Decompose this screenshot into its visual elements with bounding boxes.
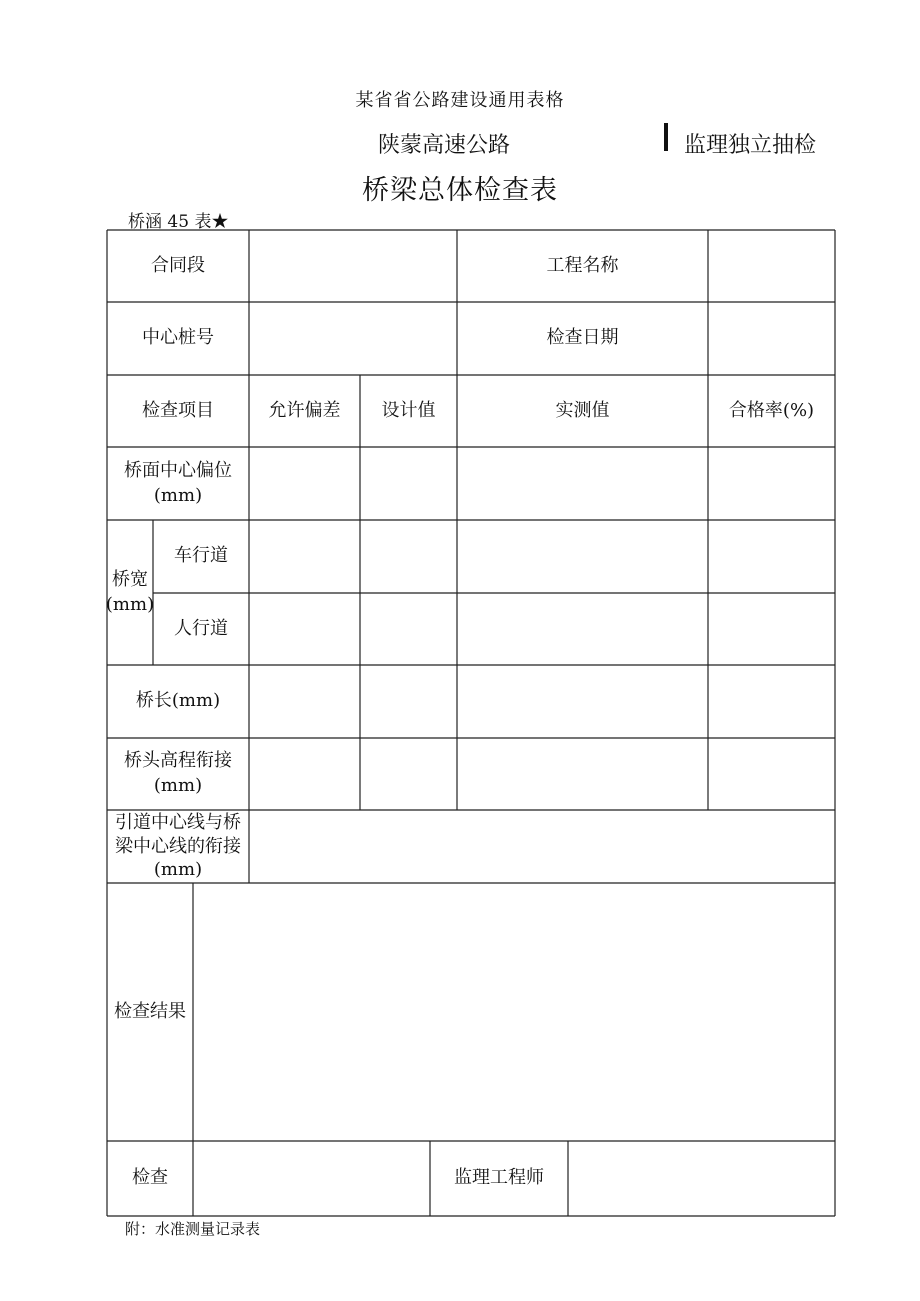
project-name: 陕蒙高速公路 bbox=[378, 133, 511, 158]
row-label-deck-offset bbox=[107, 447, 249, 520]
row-label-bridge-width-line2: (mm) bbox=[105, 593, 155, 615]
row-label-bridge-width bbox=[107, 520, 153, 665]
row-label-sidewalk: 人行道 bbox=[174, 617, 228, 639]
column-header-allowed-deviation: 允许偏差 bbox=[268, 399, 341, 421]
supervisor-label: 监理工程师 bbox=[454, 1167, 544, 1189]
column-header-item: 检查项目 bbox=[142, 399, 214, 421]
supervisor-signature[interactable] bbox=[568, 1141, 835, 1216]
column-header-measured-value: 实测值 bbox=[555, 399, 610, 421]
column-header-design-value: 设计值 bbox=[381, 399, 436, 421]
page-title: 桥梁总体检查表 bbox=[362, 175, 558, 206]
check-result-label: 检查结果 bbox=[114, 1000, 186, 1022]
form-number: 桥涵 45 表★ bbox=[128, 212, 229, 232]
inspector-signature[interactable] bbox=[193, 1141, 430, 1216]
row-label-bridge-width-line1: 桥宽 bbox=[112, 568, 148, 590]
row-label-deck-offset-line1: 桥面中心偏位 bbox=[124, 459, 232, 481]
center-stake-value[interactable] bbox=[249, 302, 457, 375]
contract-section-label: 合同段 bbox=[151, 254, 205, 276]
check-date-label: 检查日期 bbox=[546, 327, 619, 349]
approach-alignment-value[interactable] bbox=[249, 810, 835, 883]
row-label-approach-alignment bbox=[107, 810, 249, 883]
supervision-stamp: 监理独立抽检 bbox=[684, 133, 817, 158]
row-label-bridge-length: 桥长(mm) bbox=[135, 690, 221, 712]
project-name-value[interactable] bbox=[708, 230, 835, 302]
project-name-label: 工程名称 bbox=[546, 254, 619, 276]
row-label-approach-line1: 引道中心线与桥 bbox=[115, 812, 241, 834]
row-label-approach-line3: (mm) bbox=[153, 859, 203, 881]
row-label-approach-line2: 梁中心线的衔接 bbox=[115, 835, 241, 857]
center-stake-label: 中心桩号 bbox=[142, 327, 214, 349]
form-header: 某省省公路建设通用表格 bbox=[355, 90, 565, 111]
row-label-abutment-elevation bbox=[107, 738, 249, 810]
row-label-abutment-line2: (mm) bbox=[153, 775, 203, 796]
inspector-label: 检查 bbox=[132, 1167, 168, 1189]
row-label-roadway: 车行道 bbox=[174, 545, 228, 567]
check-date-value[interactable] bbox=[708, 302, 835, 375]
attachment-note: 附：水准测量记录表 bbox=[125, 1220, 261, 1238]
check-result-value[interactable] bbox=[193, 883, 835, 1141]
contract-section-value[interactable] bbox=[249, 230, 457, 302]
row-label-deck-offset-line2: (mm) bbox=[153, 484, 203, 506]
row-label-abutment-line1: 桥头高程衔接 bbox=[124, 750, 232, 772]
column-header-pass-rate: 合格率(%) bbox=[728, 399, 815, 421]
